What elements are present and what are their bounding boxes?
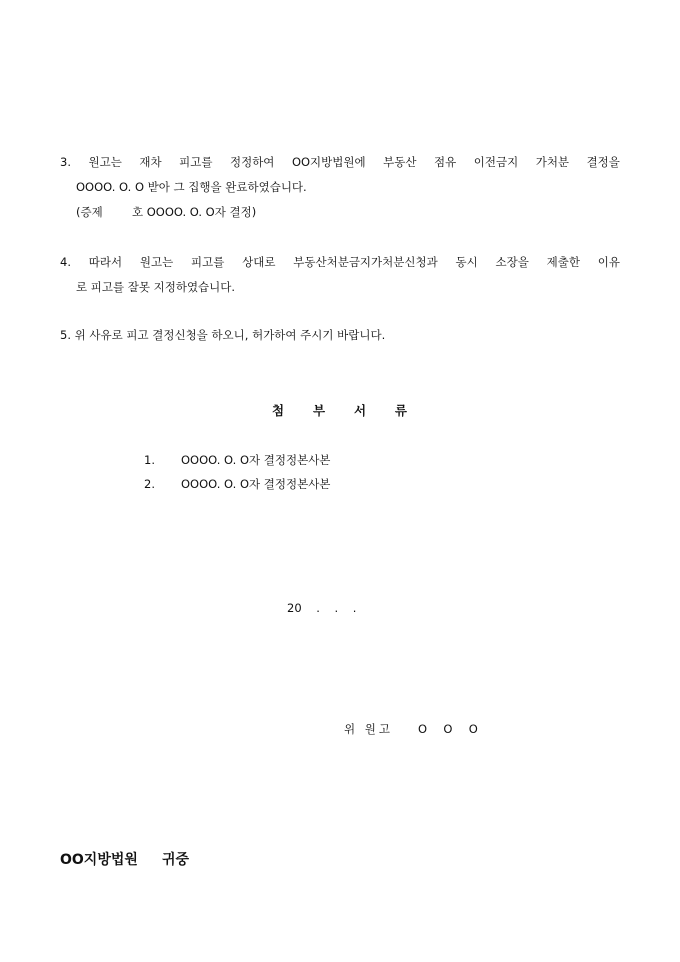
justified-word: 정정하여 (229, 155, 275, 169)
justified-word: OO지방법원에 (291, 155, 366, 169)
justified-word: 원고는 (139, 255, 174, 269)
heading-char: 부 (312, 403, 326, 418)
justified-word: 동시 (455, 255, 478, 269)
attachment-text: OOOO. O. O자 결정정본사본 (181, 453, 331, 467)
justified-word: 3. (60, 155, 71, 169)
justified-word: 피고를 (191, 255, 225, 269)
justified-word: 상대로 (242, 255, 276, 269)
justified-word: 부동산 (383, 155, 417, 169)
justified-word: 따라서 (88, 255, 123, 269)
justified-word: 결정을 (586, 155, 620, 169)
justified-word: 재차 (139, 155, 162, 169)
paragraph-3-line-1 (60, 155, 620, 169)
paragraph-5-line-1: 5. 위 사유로 피고 결정신청을 하오니, 허가하여 주시기 바랍니다. (60, 328, 386, 342)
justified-word: 점유 (434, 155, 457, 169)
heading-char: 류 (394, 403, 407, 418)
attachment-number: 1. (144, 453, 155, 467)
justified-word: 원고는 (88, 155, 122, 169)
addressee-suffix: 귀중 (162, 852, 190, 868)
attachments-heading (272, 401, 407, 419)
attachment-text: OOOO. O. O자 결정정본사본 (181, 477, 331, 491)
paragraph-4-line-1 (60, 255, 620, 269)
paragraph-4-line-2: 로 피고를 잘못 지정하였습니다. (76, 280, 236, 294)
justified-word: 제출한 (546, 255, 580, 269)
paragraph-3-line-2: OOOO. O. O 받아 그 집행을 완료하였습니다. (76, 180, 307, 194)
justified-word: 부동산처분금지가처분신청과 (293, 255, 438, 269)
court-name: OO지방법원 (60, 852, 138, 868)
justified-word: 가처분 (535, 155, 570, 169)
justified-word: 이전금지 (473, 155, 519, 169)
justified-word: 이유 (597, 255, 620, 269)
paragraph-3-line-3: (증제 호 OOOO. O. O자 결정) (76, 205, 257, 219)
document-date: 20 . . . (287, 601, 357, 615)
signature-label: 위 원고 (344, 722, 393, 736)
attachment-item (144, 477, 155, 491)
justified-word: 소장을 (495, 255, 529, 269)
justified-word: 4. (60, 255, 71, 269)
attachment-item (144, 453, 155, 467)
heading-char: 서 (353, 403, 367, 418)
justified-word: 피고를 (179, 155, 213, 169)
attachment-number: 2. (144, 477, 155, 491)
signature-name: O O O (418, 722, 481, 736)
heading-char: 첨 (272, 403, 285, 418)
